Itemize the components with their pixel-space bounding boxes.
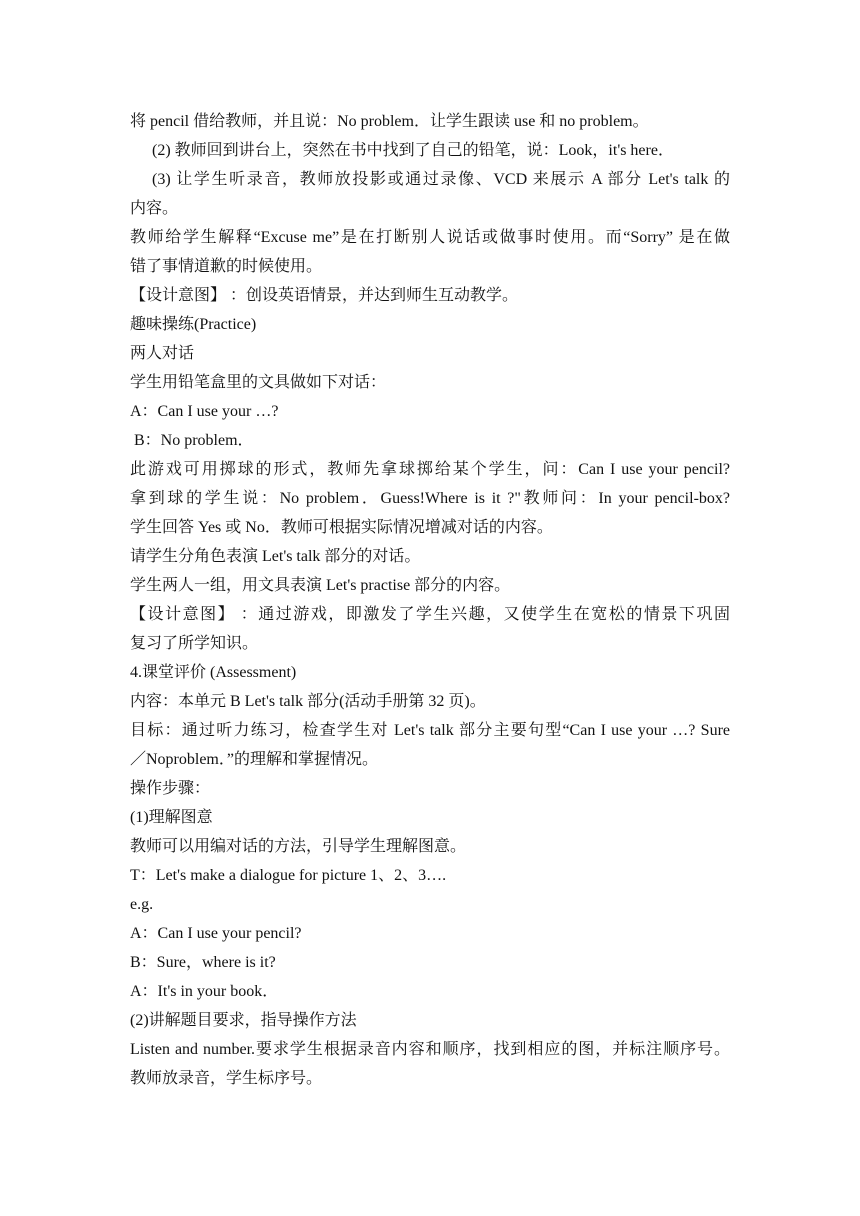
section-heading: 4.课堂评价 (Assessment) — [130, 664, 297, 681]
text-line: 错了事情道歉的时候使用。 — [130, 258, 323, 275]
text-line: 内容：本单元 B Let's talk 部分(活动手册第 32 页)。 — [130, 693, 486, 710]
text-line: (2) 教师回到讲台上，突然在书中找到了自己的铅笔，说：Look，it's here． — [152, 142, 674, 159]
dialogue-line: A：Can I use your …? — [130, 403, 279, 420]
text-line: 学生回答 Yes 或 No．教师可根据实际情况增减对话的内容。 — [130, 519, 553, 536]
text-line: 内容。 — [130, 200, 179, 217]
text-line: 目标：通过听力练习，检查学生对 Let's talk 部分主要句型“Can I use your …? Sure — [130, 722, 730, 739]
text-line: 将 pencil 借给教师，并且说：No problem．让学生跟读 use 和 no problem。 — [130, 113, 649, 130]
text-line: Listen and number.要求学生根据录音内容和顺序，找到相应的图，并标注顺序号。 — [130, 1041, 730, 1058]
text-line: ／Noproblem．”的理解和掌握情况。 — [130, 751, 378, 768]
text-line: 学生用铅笔盒里的文具做如下对话： — [130, 374, 387, 391]
text-line: (2)讲解题目要求，指导操作方法 — [130, 1012, 357, 1029]
dialogue-line: B：No problem． — [134, 432, 254, 449]
text-line: 教师放录音，学生标序号。 — [130, 1070, 323, 1087]
text-line: 教师可以用编对话的方法，引导学生理解图意。 — [130, 838, 467, 855]
text-line: 教师给学生解释“Excuse me”是在打断别人说话或做事时使用。而“Sorry” 是在做 — [130, 229, 730, 246]
dialogue-line: A：It's in your book． — [130, 983, 279, 1000]
text-line: (3) 让学生听录音，教师放投影或通过录像、VCD 来展示 A 部分 Let's talk 的 — [152, 171, 730, 188]
dialogue-line: A：Can I use your pencil? — [130, 925, 302, 942]
text-line: 两人对话 — [130, 345, 195, 362]
text-line: 操作步骤： — [130, 780, 211, 797]
design-intent-line: 【设计意图】 ：创设英语情景，并达到师生互动教学。 — [130, 287, 519, 304]
text-line: 此游戏可用掷球的形式，教师先拿球掷给某个学生，问：Can I use your pencil? — [130, 461, 730, 478]
text-line: T：Let's make a dialogue for picture 1、2、3…. — [130, 867, 447, 884]
section-heading: 趣味操练(Practice) — [130, 316, 257, 333]
text-line: 拿到球的学生说：No problem．Guess!Where is it ?"教师问：In your pencil-box? — [130, 490, 730, 507]
text-line: 复习了所学知识。 — [130, 635, 259, 652]
design-intent-line: 【设计意图】 ：通过游戏，即激发了学生兴趣，又使学生在宽松的情景下巩固 — [130, 606, 730, 623]
text-line: (1)理解图意 — [130, 809, 213, 826]
text-line: e.g. — [130, 896, 154, 913]
text-line: 请学生分角色表演 Let's talk 部分的对话。 — [130, 548, 421, 565]
text-line: 学生两人一组，用文具表演 Let's practise 部分的内容。 — [130, 577, 511, 594]
dialogue-line: B：Sure，where is it? — [130, 954, 276, 971]
